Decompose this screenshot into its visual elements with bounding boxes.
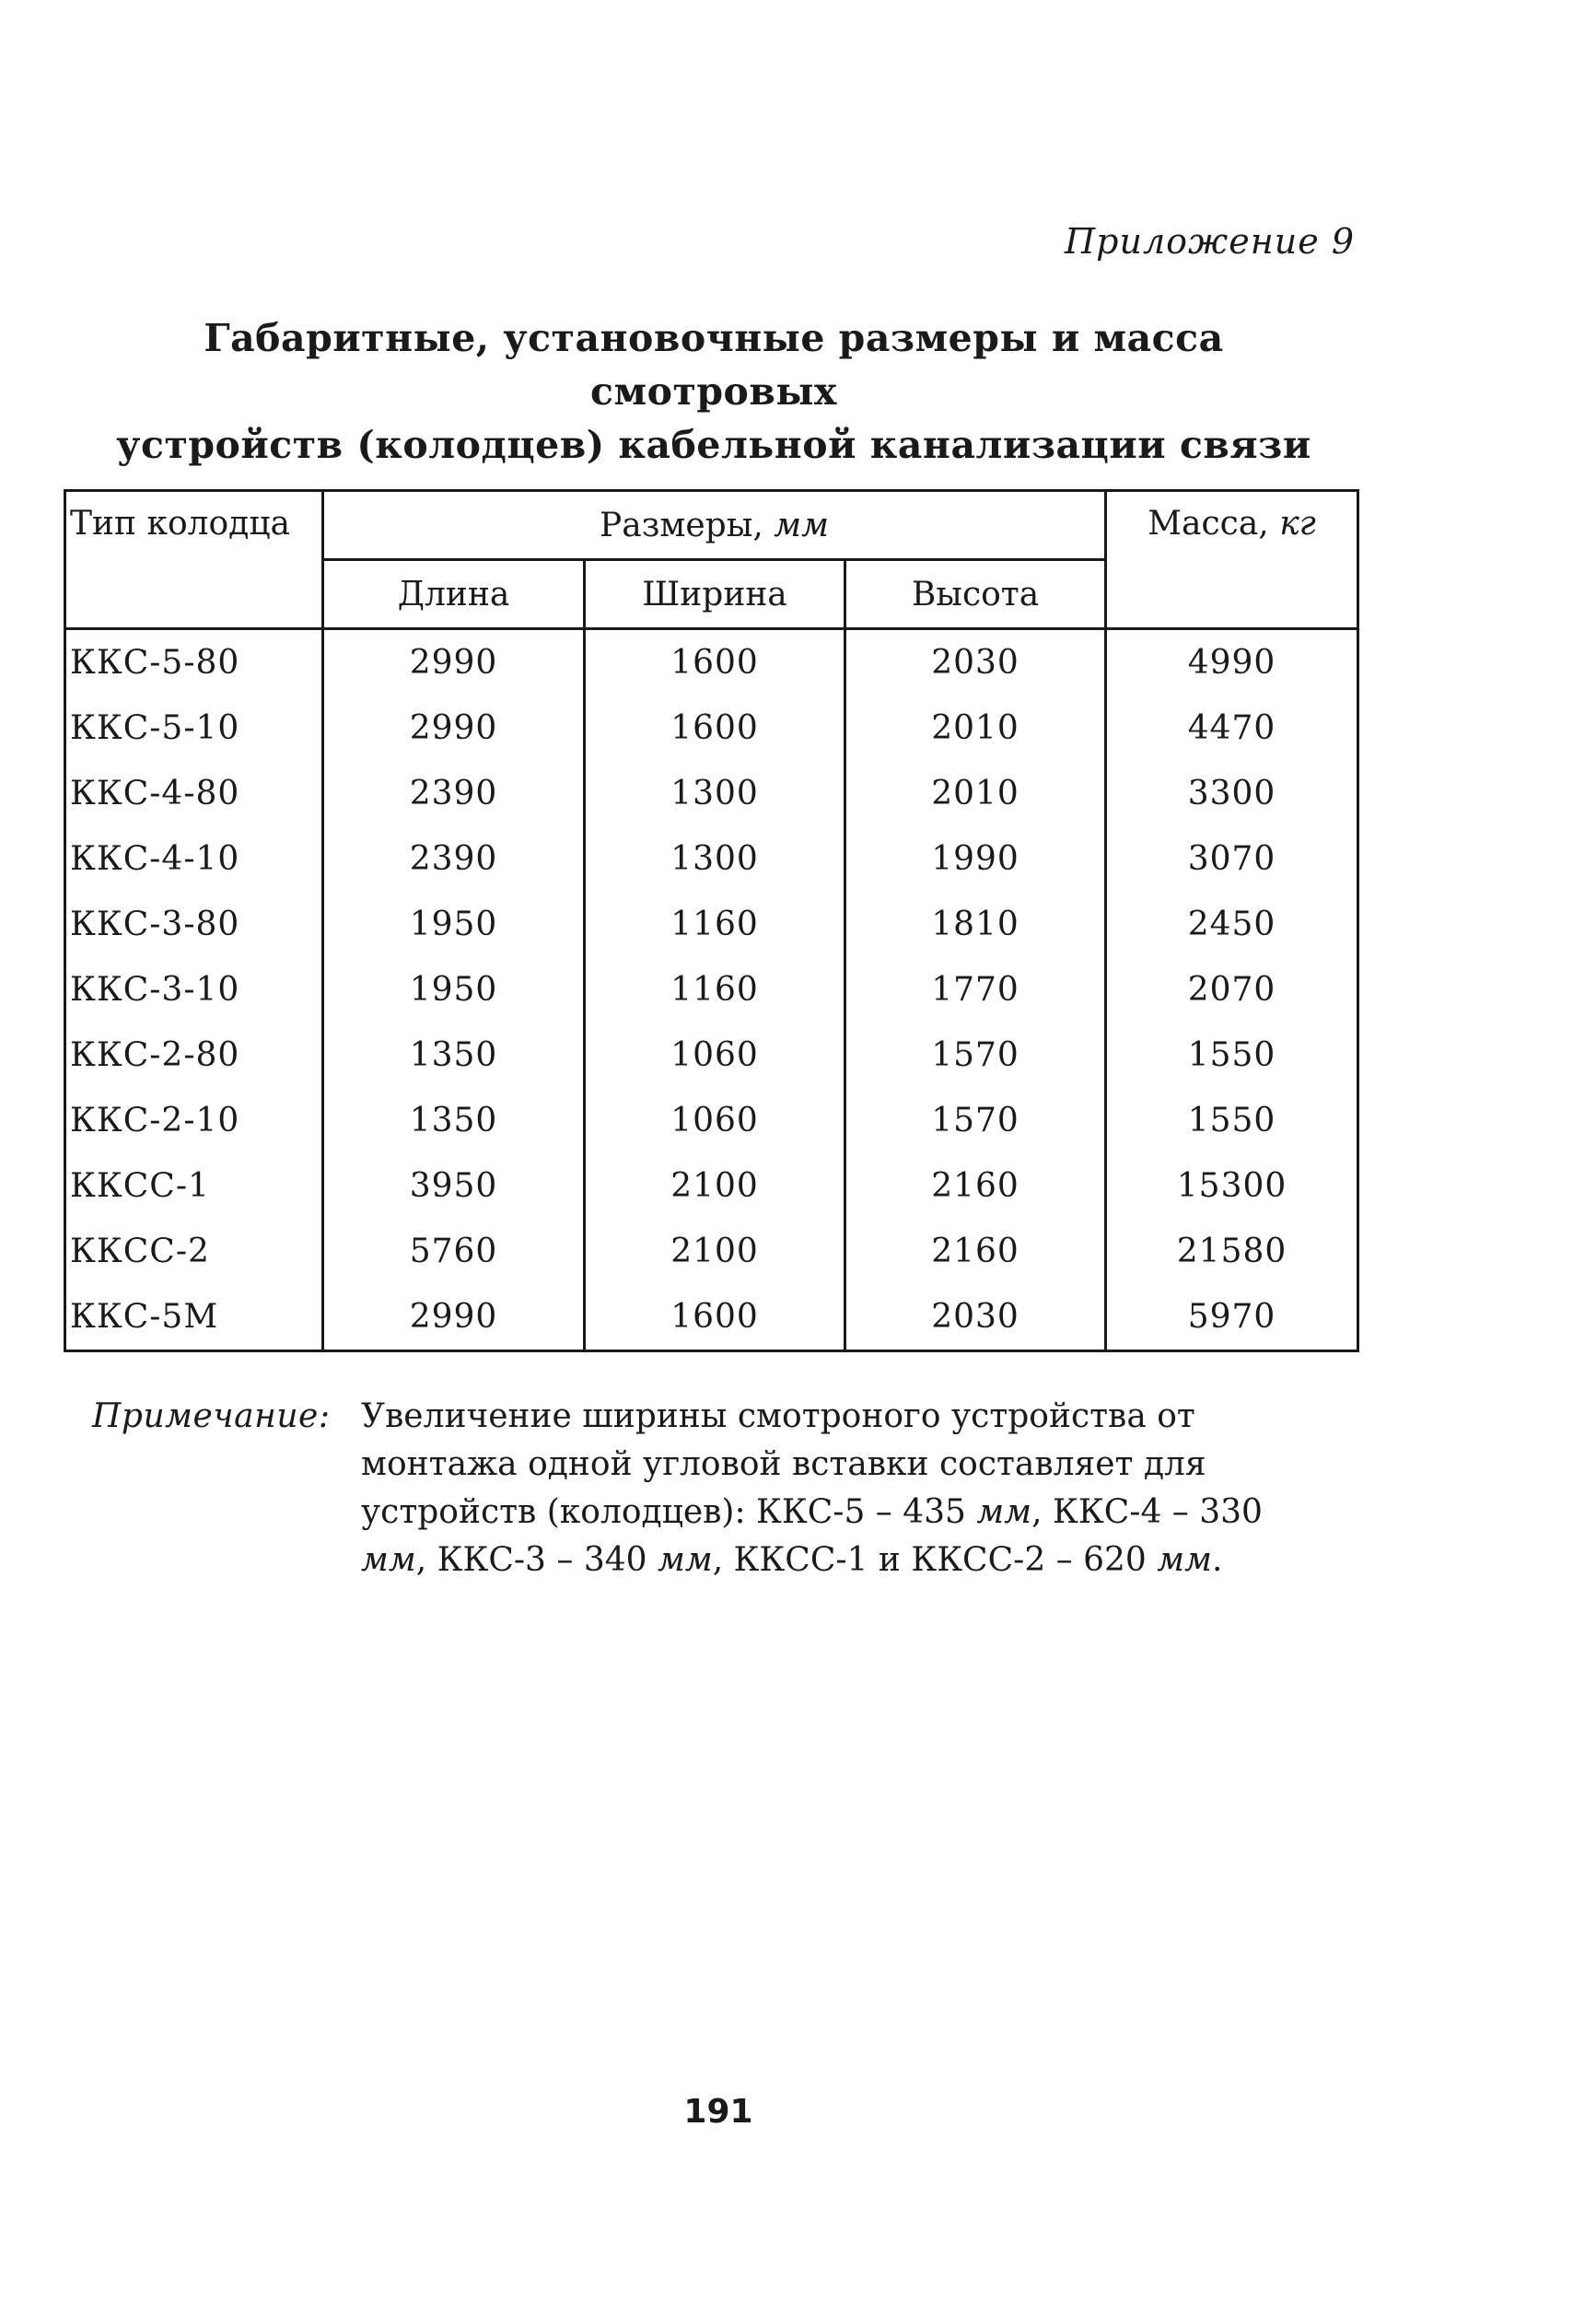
cell-mass: 2450 (1106, 892, 1358, 957)
dimensions-table (64, 489, 1359, 1352)
table-row (65, 629, 1358, 696)
cell-length: 1350 (323, 1088, 585, 1153)
page-title (83, 311, 1345, 472)
note-text (361, 1393, 1374, 1584)
cell-width: 1160 (585, 892, 845, 957)
cell-length: 1350 (323, 1022, 585, 1088)
cell-type: ККСС-1 (65, 1153, 323, 1219)
cell-width: 1160 (585, 957, 845, 1022)
cell-mass: 1550 (1106, 1022, 1358, 1088)
cell-height: 1570 (845, 1022, 1106, 1088)
cell-width: 1300 (585, 826, 845, 892)
cell-length: 2990 (323, 629, 585, 696)
cell-mass: 4990 (1106, 629, 1358, 696)
cell-width: 1600 (585, 629, 845, 696)
cell-length: 2390 (323, 826, 585, 892)
table-row (65, 957, 1358, 1022)
cell-type: ККС-5М (65, 1284, 323, 1351)
note-line-1: Увеличение ширины смотроного устройства от (361, 1397, 1195, 1435)
cell-length: 1950 (323, 892, 585, 957)
cell-height: 1810 (845, 892, 1106, 957)
cell-height: 1770 (845, 957, 1106, 1022)
cell-mass: 1550 (1106, 1088, 1358, 1153)
cell-height: 2160 (845, 1219, 1106, 1284)
cell-type: ККС-2-10 (65, 1088, 323, 1153)
cell-type: ККС-3-80 (65, 892, 323, 957)
header-dimensions: Размеры, мм (323, 491, 1106, 560)
page-number: 191 (683, 2093, 753, 2131)
cell-length: 5760 (323, 1219, 585, 1284)
cell-mass: 5970 (1106, 1284, 1358, 1351)
cell-mass: 3070 (1106, 826, 1358, 892)
header-mass-unit: кг (1279, 505, 1316, 543)
cell-mass: 21580 (1106, 1219, 1358, 1284)
cell-width: 1300 (585, 761, 845, 826)
header-type: Тип колодца (65, 491, 323, 629)
cell-width: 2100 (585, 1153, 845, 1219)
cell-mass: 2070 (1106, 957, 1358, 1022)
table-row (65, 826, 1358, 892)
cell-width: 1600 (585, 1284, 845, 1351)
cell-mass: 3300 (1106, 761, 1358, 826)
cell-height: 1570 (845, 1088, 1106, 1153)
appendix-label: Приложение 9 (1065, 221, 1355, 262)
note-line-4: мм, ККС-3 – 340 мм, ККСС-1 и ККСС-2 – 620 мм. (361, 1541, 1223, 1579)
table-row (65, 1153, 1358, 1219)
header-height: Высота (845, 560, 1106, 629)
table-row (65, 1284, 1358, 1351)
cell-type: ККС-5-10 (65, 695, 323, 761)
table-row (65, 892, 1358, 957)
cell-type: ККС-5-80 (65, 629, 323, 696)
cell-width: 2100 (585, 1219, 845, 1284)
title-line-1: Габаритные, установочные размеры и масса смотровых (204, 316, 1224, 414)
table-row (65, 1022, 1358, 1088)
cell-height: 2010 (845, 761, 1106, 826)
cell-mass: 15300 (1106, 1153, 1358, 1219)
header-length: Длина (323, 560, 585, 629)
cell-type: ККС-3-10 (65, 957, 323, 1022)
cell-length: 3950 (323, 1153, 585, 1219)
header-dimensions-unit: мм (774, 506, 829, 544)
note-line-2: монтажа одной угловой вставки составляет для (361, 1445, 1206, 1483)
cell-type: ККСС-2 (65, 1219, 323, 1284)
cell-height: 1990 (845, 826, 1106, 892)
table-row (65, 695, 1358, 761)
cell-height: 2160 (845, 1153, 1106, 1219)
note-label: Примечание: (92, 1397, 331, 1435)
cell-height: 2030 (845, 629, 1106, 696)
note-line-3: устройств (колодцев): ККС-5 – 435 мм, ККС-4 – 330 (361, 1493, 1263, 1531)
title-line-2: устройств (колодцев) кабельной канализации связи (116, 423, 1311, 467)
cell-length: 2390 (323, 761, 585, 826)
cell-type: ККС-2-80 (65, 1022, 323, 1088)
header-width: Ширина (585, 560, 845, 629)
cell-type: ККС-4-80 (65, 761, 323, 826)
cell-length: 2990 (323, 1284, 585, 1351)
cell-height: 2030 (845, 1284, 1106, 1351)
table-row (65, 761, 1358, 826)
cell-type: ККС-4-10 (65, 826, 323, 892)
cell-mass: 4470 (1106, 695, 1358, 761)
cell-length: 2990 (323, 695, 585, 761)
table-row (65, 1088, 1358, 1153)
table-body (65, 629, 1358, 1351)
cell-width: 1600 (585, 695, 845, 761)
cell-width: 1060 (585, 1088, 845, 1153)
header-mass: Масса, кг (1106, 491, 1358, 629)
cell-length: 1950 (323, 957, 585, 1022)
table-row (65, 1219, 1358, 1284)
cell-width: 1060 (585, 1022, 845, 1088)
cell-height: 2010 (845, 695, 1106, 761)
